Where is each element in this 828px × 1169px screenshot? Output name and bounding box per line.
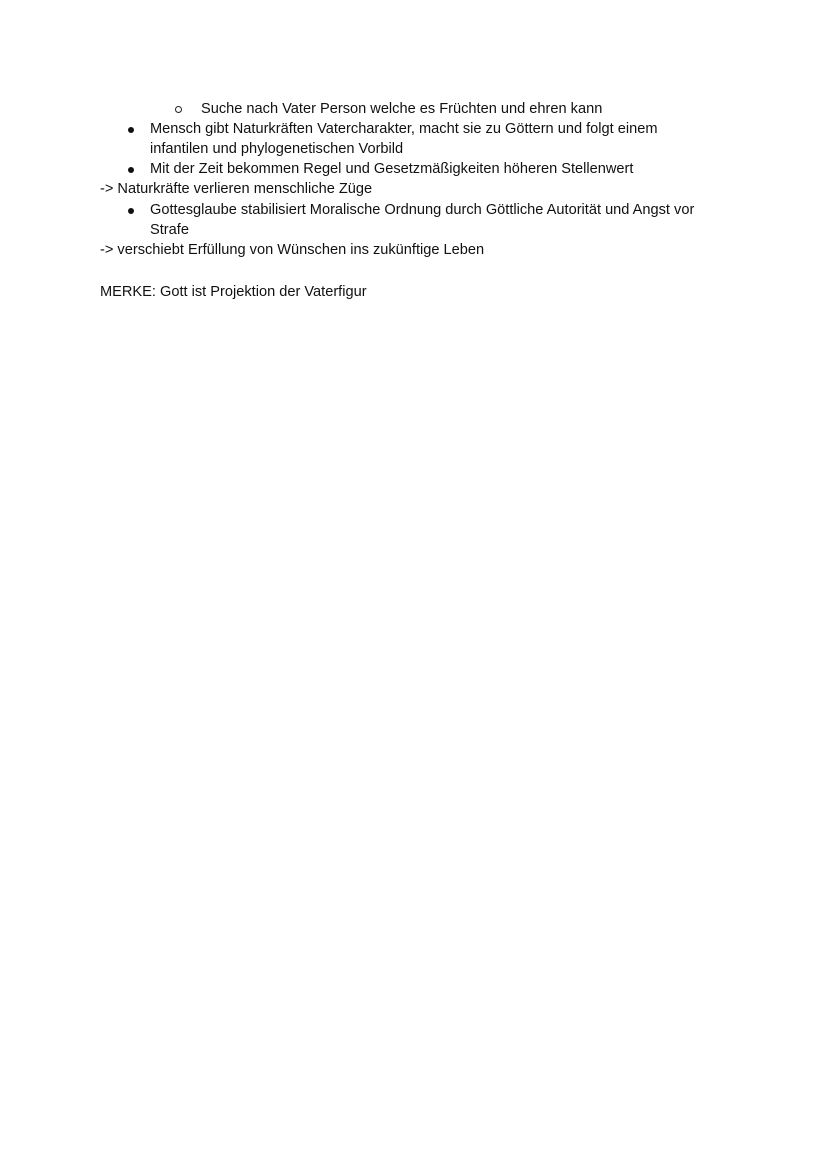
bullet-icon	[128, 167, 134, 173]
list-item-continuation: infantilen und phylogenetischen Vorbild	[150, 141, 404, 157]
list-item-text: Mit der Zeit bekommen Regel und Gesetzmäßigkeiten höheren Stellenwert	[150, 161, 634, 177]
bullet-icon	[128, 208, 134, 214]
hollow-circle-bullet-icon	[175, 106, 182, 113]
list-item-text: Mensch gibt Naturkräften Vatercharakter, macht sie zu Göttern und folgt einem	[150, 121, 658, 137]
list-item-text: Gottesglaube stabilisiert Moralische Ordnung durch Göttliche Autorität und Angst vor	[150, 202, 695, 218]
list-item-continuation: Strafe	[150, 222, 189, 238]
merke-note: MERKE: Gott ist Projektion der Vaterfigur	[100, 284, 367, 300]
bullet-icon	[128, 127, 134, 133]
list-item-text: Suche nach Vater Person welche es Früchten und ehren kann	[201, 101, 603, 117]
arrow-note: -> Naturkräfte verlieren menschliche Züge	[100, 181, 373, 197]
arrow-note: -> verschiebt Erfüllung von Wünschen ins zukünftige Leben	[100, 242, 485, 258]
